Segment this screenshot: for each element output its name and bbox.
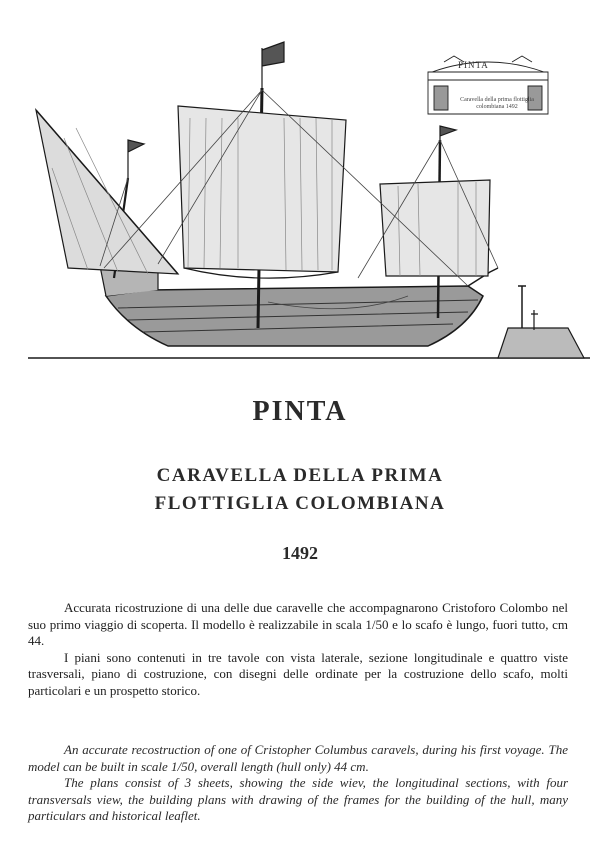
english-paragraph-2: The plans consist of 3 sheets, showing the side wiev, the longitudinal sections, with four transversals view, the building plans with drawing of the frames for the building of the hull, many particulars and historical leaflet. <box>28 775 568 823</box>
document-subtitle <box>0 462 600 518</box>
italian-description <box>28 600 568 699</box>
english-paragraph-1: An accurate recostruction of one of Cristopher Columbus caravels, during his first voyage. The model can be built in scale 1/50, overall length (hull only) 44 cm. <box>28 742 568 774</box>
english-description <box>28 742 568 825</box>
subtitle-line-1: CARAVELLA DELLA PRIMA <box>156 465 444 486</box>
document-title: PINTA <box>252 396 348 427</box>
inset-caption: Caravella della prima flottiglia colombiana 1492 <box>460 97 534 110</box>
subtitle-line-2: FLOTTIGLIA COLOMBIANA <box>154 493 446 514</box>
document-year: 1492 <box>282 543 318 563</box>
italian-paragraph-2: I piani sono contenuti in tre tavole con vista laterale, sezione longitudinale e quattro viste trasversali, piano di costruzione, con disegni delle ordinate per la costruzione dello scafo, molti particolari e un prospetto storico. <box>28 649 568 698</box>
italian-paragraph-1: Accurata ricostruzione di una delle due caravelle che accompagnarono Cristoforo Colombo nel suo primo viaggio di scoperta. Il modello è realizzabile in scala 1/50 e lo scafo è lungo, fuori tutto, cm 44. <box>28 600 568 648</box>
inset-title: PINTA <box>458 60 489 70</box>
